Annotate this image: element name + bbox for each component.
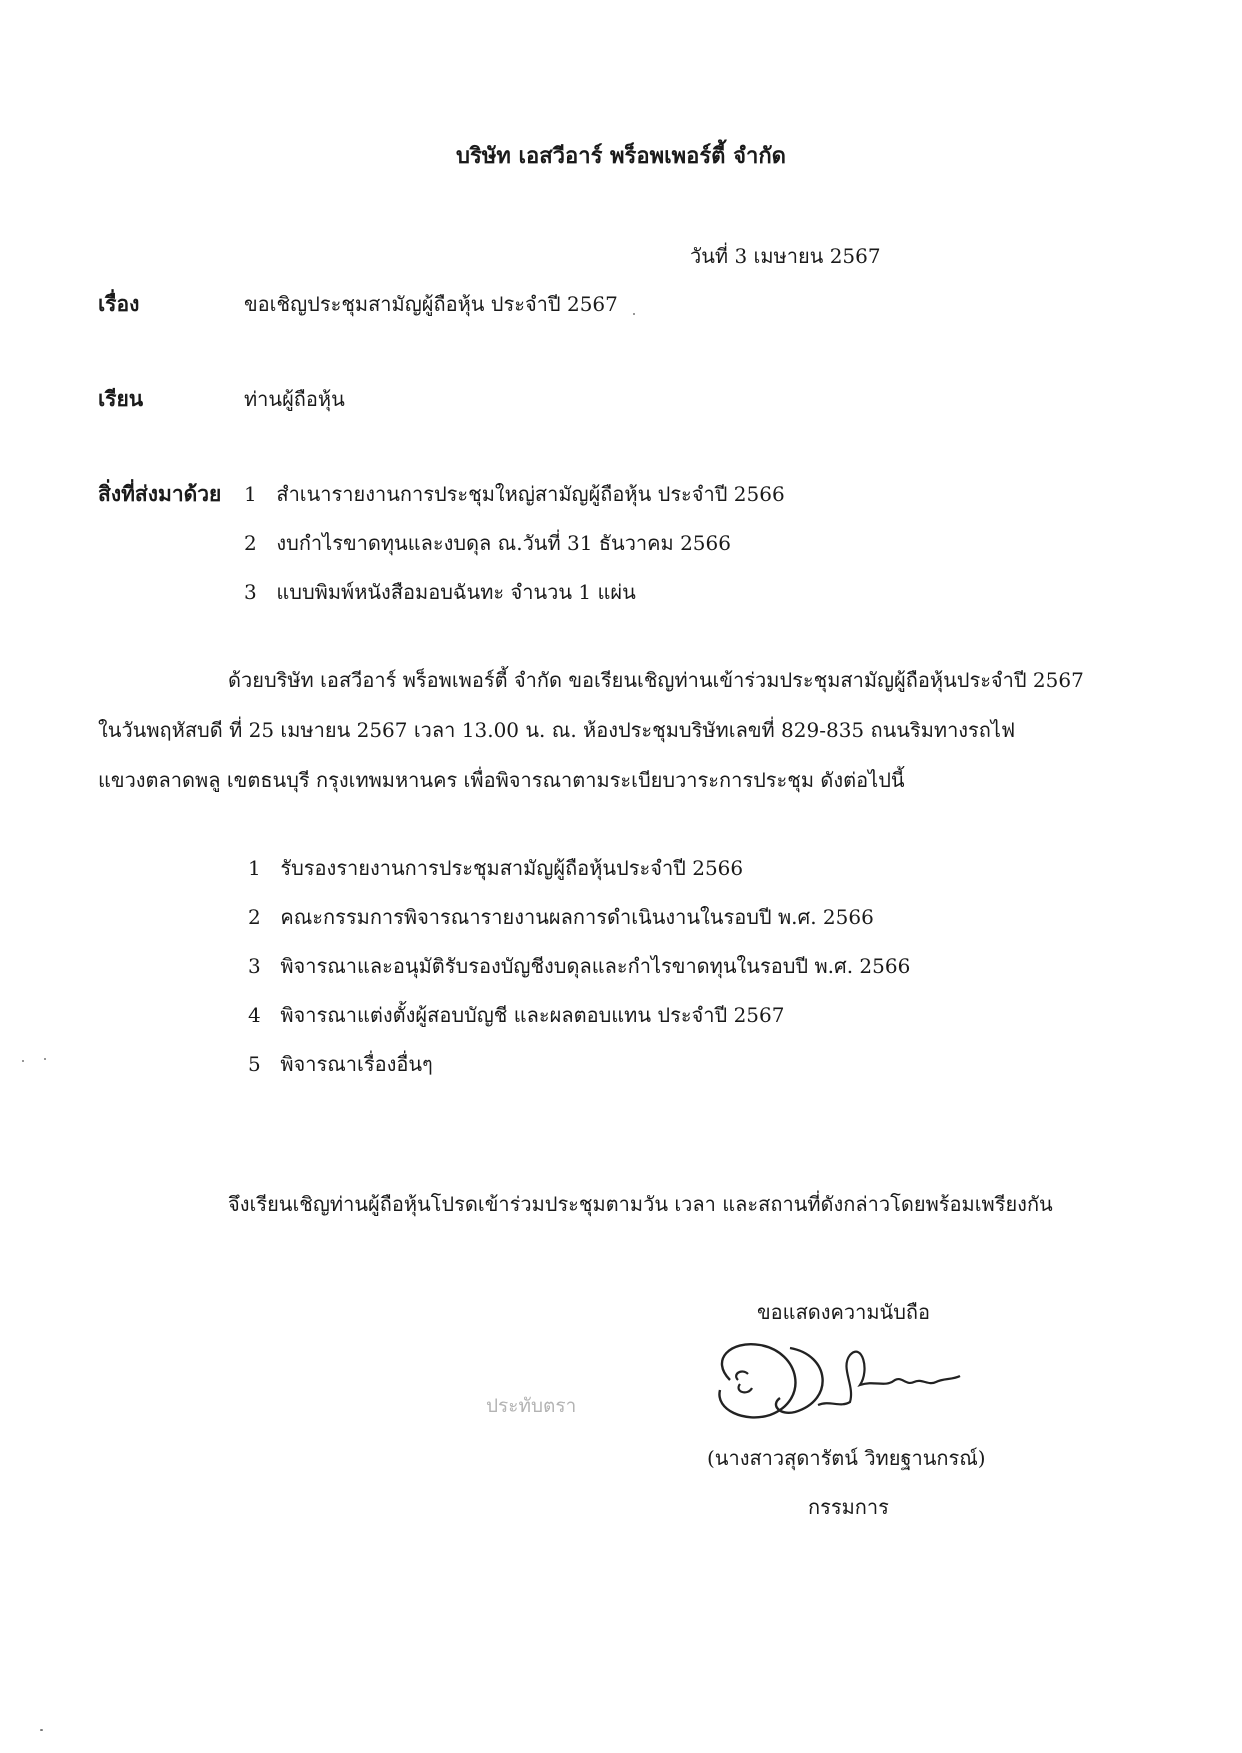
- subject-label: เรื่อง: [98, 291, 140, 316]
- date-line: วันที่ 3 เมษายน 2567: [690, 244, 881, 268]
- enclosures-label: สิ่งที่ส่งมาด้วย: [98, 481, 222, 506]
- agenda-number: 5: [248, 1052, 261, 1076]
- enclosure-text: แบบพิมพ์หนังสือมอบฉันทะ จำนวน 1 แผ่น: [276, 580, 636, 604]
- agenda-text: รับรองรายงานการประชุมสามัญผู้ถือหุ้นประจำปี 2566: [280, 856, 744, 880]
- signatory-position: กรรมการ: [808, 1495, 889, 1519]
- body-line-2: ในวันพฤหัสบดี ที่ 25 เมษายน 2567 เวลา 13.00 น. ณ. ห้องประชุมบริษัทเลขที่ 829-835 ถนนริมทางรถไฟ: [98, 718, 1016, 742]
- agenda-text: คณะกรรมการพิจารณารายงานผลการดำเนินงานในรอบปี พ.ศ. 2566: [280, 905, 874, 929]
- closing-salutation: ขอแสดงความนับถือ: [757, 1300, 931, 1324]
- enclosure-item: [244, 478, 785, 510]
- recipient-text: ท่านผู้ถือหุ้น: [244, 387, 345, 411]
- enclosure-number: 2: [244, 531, 257, 555]
- agenda-number: 2: [248, 905, 261, 929]
- agenda-number: 1: [248, 856, 261, 880]
- enclosure-text: งบกำไรขาดทุนและงบดุล ณ.วันที่ 31 ธันวาคม 2566: [276, 531, 731, 555]
- agenda-text: พิจารณาและอนุมัติรับรองบัญชีงบดุลและกำไรขาดทุนในรอบปี พ.ศ. 2566: [280, 954, 911, 978]
- agenda-text: พิจารณาเรื่องอื่นๆ: [280, 1052, 433, 1076]
- scan-speck: [40, 1729, 43, 1731]
- agenda-number: 4: [248, 1003, 261, 1027]
- company-title: บริษัท เอสวีอาร์ พร็อพเพอร์ตี้ จำกัด: [456, 143, 786, 169]
- enclosure-item: [244, 527, 731, 559]
- stamp-placeholder: ประทับตรา: [486, 1395, 577, 1417]
- body-line-1: ด้วยบริษัท เอสวีอาร์ พร็อพเพอร์ตี้ จำกัด ขอเรียนเชิญท่านเข้าร่วมประชุมสามัญผู้ถือหุ้นประจำปี 2567: [228, 668, 1084, 692]
- agenda-item: [248, 901, 874, 933]
- agenda-item: [248, 1048, 433, 1080]
- signatory-name: (นางสาวสุดารัตน์ วิทยฐานกรณ์): [707, 1446, 986, 1470]
- enclosure-item: [244, 576, 636, 608]
- agenda-item: [248, 852, 743, 884]
- agenda-number: 3: [248, 954, 261, 978]
- subject-text: ขอเชิญประชุมสามัญผู้ถือหุ้น ประจำปี 2567: [244, 292, 618, 316]
- recipient-label: เรียน: [98, 386, 144, 411]
- scan-speck: [22, 1060, 24, 1062]
- agenda-text: พิจารณาแต่งตั้งผู้สอบบัญชี และผลตอบแทน ประจำปี 2567: [280, 1003, 785, 1027]
- body-line-3: แขวงตลาดพลู เขตธนบุรี กรุงเทพมหานคร เพื่อพิจารณาตามระเบียบวาระการประชุม ดังต่อไปนี้: [98, 768, 905, 792]
- agenda-item: [248, 999, 784, 1031]
- scan-speck: [44, 1058, 46, 1060]
- signature: [690, 1330, 1010, 1430]
- enclosure-number: 1: [244, 482, 257, 506]
- invitation-closing: จึงเรียนเชิญท่านผู้ถือหุ้นโปรดเข้าร่วมประชุมตามวัน เวลา และสถานที่ดังกล่าวโดยพร้อมเพรียงกัน: [228, 1192, 1053, 1216]
- agenda-item: [248, 950, 910, 982]
- enclosure-number: 3: [244, 580, 257, 604]
- scan-speck: [633, 313, 635, 315]
- enclosure-text: สำเนารายงานการประชุมใหญ่สามัญผู้ถือหุ้น ประจำปี 2566: [276, 482, 785, 506]
